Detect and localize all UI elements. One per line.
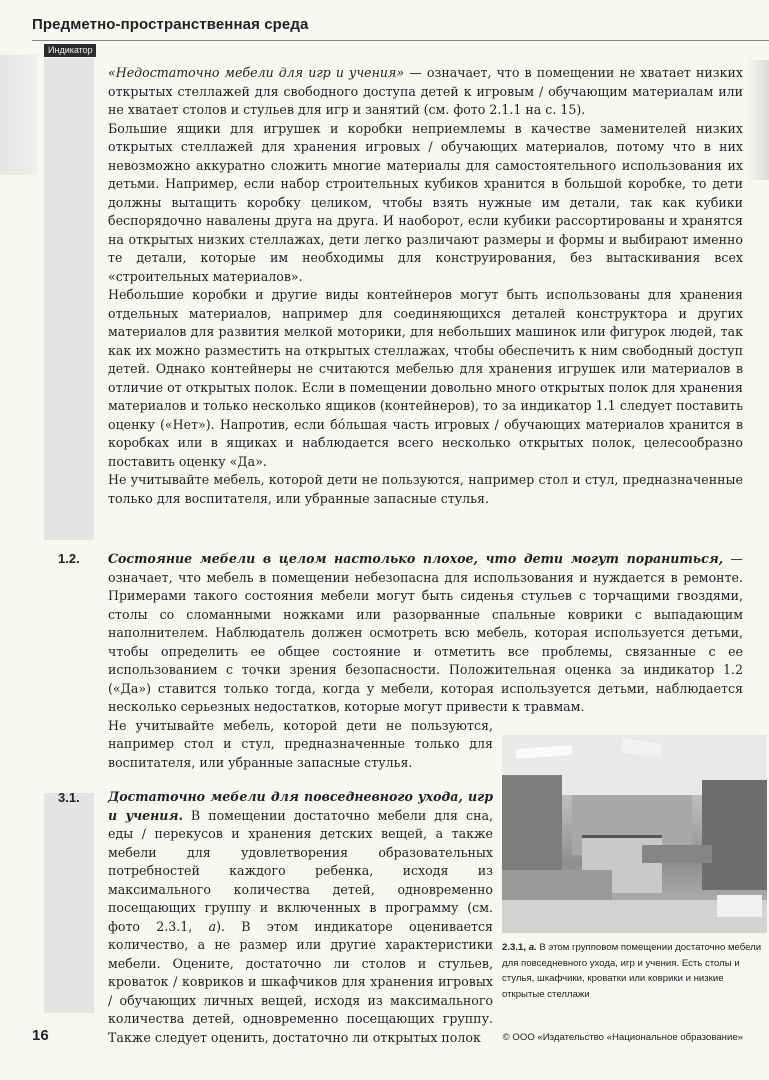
photo-cabinet: [702, 780, 767, 890]
paragraph: Не учитывайте мебель, которой дети не пользуются, например стол и стул, предназначенные только для воспитателя, или убранные запасные стулья.: [108, 717, 493, 770]
indicator-number: 3.1.: [58, 790, 80, 805]
paragraph: Не учитывайте мебель, которой дети не пользуются, например стол и стул, предназначенные только для воспитателя, или убранные запасные стулья.: [108, 472, 743, 506]
page-number: 16: [32, 1027, 49, 1044]
paragraph: Большие ящики для игрушек и коробки неприемлемы в качестве заменителей низких открытых стеллажей для хранения игровых / обучающих материалов, потому что в них невозможно аккуратно сложить многие материалы для самостоятельного использования их детьми. Например, если набор строительных кубиков хранится в большой коробке, то дети должны вытащить коробку целиком, чтобы взять нужные им детали, так как кубики беспорядочно навалены друга на друга. И наоборот, если кубики рассортированы и хранятся на открытых низких стеллажах, дети легко различают размеры и формы и выбирают именно те детали, которые им необходимы для конструирования, без вытаскивания всех «строительных материалов».: [108, 120, 743, 284]
paragraph: [108, 550, 743, 717]
photo-table: [642, 845, 712, 863]
paragraph: Небольшие коробки и другие виды контейнеров могут быть использованы для хранения отдельных материалов, например для соединяющихся деталей конструктора и других материалов для развития мелкой моторики, для небольших машинок или фигурок людей, так как их можно разместить на открытых стеллажах, чтобы обеспечить к ним свободный доступ детей. Однако контейнеры не считаются мебелью для хранения игрушек или материалов в отличие от открытых полок. Если в помещении довольно много открытых полок для хранения материалов и только несколько ящиков (контейнеров), то за индикатор 1.1 следует поставить оценку («Нет»). Напротив, если бóльшая часть игровых / обучающих материалов хранится в коробках или в ящиках и наблюдается всего несколько открытых полок, целесообразно поставить оценку «Да».: [108, 287, 743, 469]
indicator-heading: Состояние мебели в целом настолько плохое, что дети могут пораниться,: [108, 551, 724, 566]
indicator-heading: Достаточно мебели для повседневного ухода, игр и учения.: [108, 789, 493, 823]
classroom-photo: [502, 735, 767, 933]
photo-caption: [502, 940, 767, 1002]
indicator-column-shade-bottom: [44, 793, 94, 1013]
photo-cabinet: [502, 775, 562, 875]
page-header-title: Предметно-пространственная среда: [32, 16, 309, 33]
caption-text: В этом групповом помещении достаточно мебели для повседневного ухода, игр и учения. Есть столы и стулья, шкафчики, кроватки или коврики и низкие открытые стеллажи: [502, 942, 762, 1000]
indicator-block-1-1: [108, 64, 743, 508]
indicator-block-3-1: [108, 788, 493, 1047]
paragraph-text: В помещении достаточно мебели для сна, еды / перекусов и хранения детских вещей, а также мебели для удовлетворения образовательных потребностей каждого ребенка, исходя из максимального количества детей, одновременно посещающих группу и включенных в программу (см. фото 2.3.1,: [108, 807, 493, 934]
photo-table: [502, 870, 612, 900]
indicator-number: 1.2.: [58, 551, 80, 566]
paragraph-text: ). В этом индикаторе оценивается количество, а не размер или другие характеристики мебели. Оцените, достаточно ли столов и стульев, кроваток / ковриков и шкафчиков для хранения игровых / обучающих личных вещей, исходя из максимального количества детей, одновременно посещающих группу. Также следует оценить, достаточно ли открытых полок: [108, 918, 493, 1045]
paragraph-text: — означает, что в помещении не хватает низких открытых стеллажей для свободного доступа детей к игровым / обучающим материалам или не хватает столов и стульев для игр и занятий (см. фото 2.1.1 на с. 15).: [108, 65, 744, 117]
paragraph: [108, 788, 493, 1047]
photo-mat: [717, 895, 762, 917]
term-lead: «Недостаточно мебели для игр и учения»: [108, 65, 405, 80]
caption-letter: а.: [528, 942, 537, 953]
paragraph-text: — означает, что мебель в помещении небезопасна для использования и нуждается в ремонте. Примерами такого состояния мебели могут быть сиденья стульев с торчащими гвоздями, столы со сломанными ножками или разорванные спальные коврики с выпадающим наполнителем. Наблюдатель должен осмотреть всю мебель, которая используется детьми, чтобы определить ее общее состояние и отметить все проблемы, связанные с ее использованием с точки зрения безопасности. Положительная оценка за индикатор 1.2 («Да») ставится только тогда, когда у мебели, которая используется детьми, наблюдается несколько серьезных недостатков, которые могут привести к травмам.: [108, 551, 743, 714]
caption-number: 2.3.1,: [502, 942, 527, 953]
right-bleed-decoration: [747, 60, 769, 180]
indicator-tab-label: Индикатор: [44, 44, 96, 57]
photo-ref-letter: а: [208, 918, 217, 934]
left-bleed-decoration: [0, 55, 38, 175]
header-divider: [32, 40, 769, 41]
paragraph: [108, 64, 743, 120]
indicator-column-shade-top: [44, 58, 94, 540]
footer-copyright: © ООО «Издательство «Национальное образование»: [502, 1032, 743, 1043]
